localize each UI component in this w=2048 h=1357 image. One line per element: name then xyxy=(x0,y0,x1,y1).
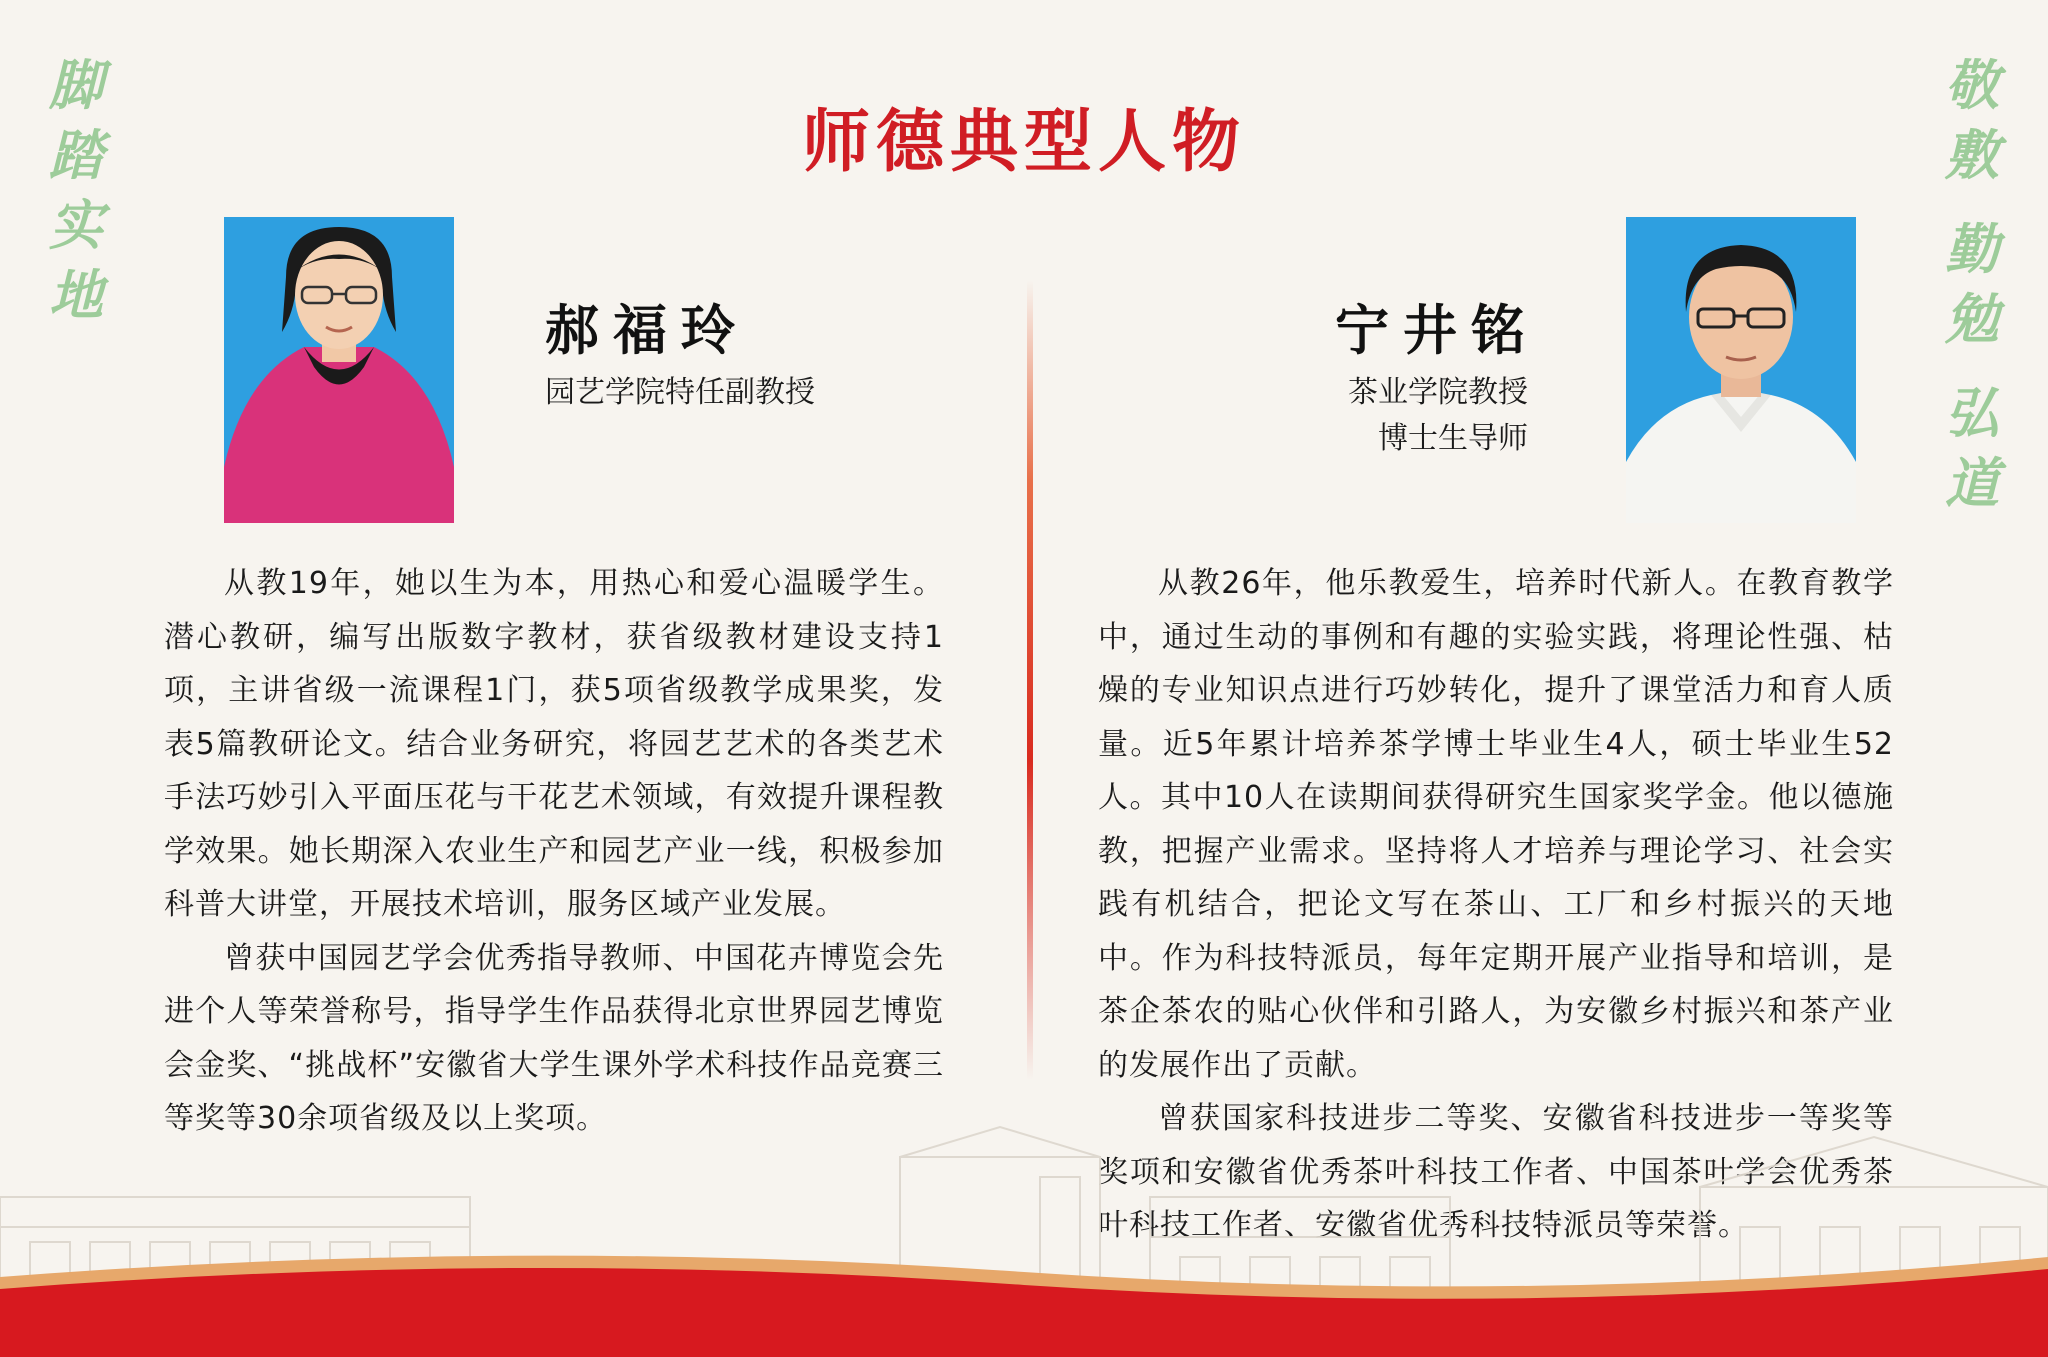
right-slogan-char: 勉 xyxy=(1945,287,1999,351)
person-role-right xyxy=(1348,370,1528,462)
right-slogan-char: 弘 xyxy=(1945,381,1999,445)
person-name-left: 郝福玲 xyxy=(545,298,749,362)
person-role-left xyxy=(545,370,815,416)
right-slogan-char: 道 xyxy=(1945,451,1999,515)
right-slogan-char: 敷 xyxy=(1945,123,1999,187)
bio-paragraph: 从教19年，她以生为本，用热心和爱心温暖学生。潜心教研，编写出版数字教材，获省级教材建设支持1项，主讲省级一流课程1门，获5项省级教学成果奖，发表5篇教研论文。结合业务研究，将园艺艺术的各类艺术手法巧妙引入平面压花与干花艺术领域，有效提升课程教学效果。她长期深入农业生产和园艺产业一线，积极参加科普大讲堂，开展技术培训，服务区域产业发展。 xyxy=(164,566,944,922)
left-slogan-char: 实 xyxy=(49,193,103,257)
role-line: 博士生导师 xyxy=(1378,421,1528,456)
role-line: 茶业学院教授 xyxy=(1348,375,1528,410)
right-slogan-char: 敬 xyxy=(1945,53,1999,117)
left-slogan-char: 踏 xyxy=(49,123,103,187)
page-title: 师德典型人物 xyxy=(801,102,1246,182)
bio-paragraph: 曾获国家科技进步二等奖、安徽省科技进步一等奖等奖项和安徽省优秀茶叶科技工作者、中国茶叶学会优秀茶叶科技工作者、安徽省优秀科技特派员等荣誉。 xyxy=(1098,1101,1894,1243)
role-line: 园艺学院特任副教授 xyxy=(545,375,815,410)
footer-wave xyxy=(0,1237,2048,1357)
portrait-photo-right xyxy=(1626,217,1856,523)
left-slogan-char: 地 xyxy=(49,263,103,327)
portrait-photo-left xyxy=(224,217,454,523)
left-slogan-char: 脚 xyxy=(49,53,103,117)
center-divider xyxy=(1027,280,1033,1080)
bio-paragraph: 曾获中国园艺学会优秀指导教师、中国花卉博览会先进个人等荣誉称号，指导学生作品获得北京世界园艺博览会金奖、“挑战杯”安徽省大学生课外学术科技作品竞赛三等奖等30余项省级及以上奖项。 xyxy=(164,940,944,1136)
right-slogan-char: 勤 xyxy=(1945,217,1999,281)
female-portrait-icon xyxy=(224,217,454,523)
bio-paragraph: 从教26年，他乐教爱生，培养时代新人。在教育教学中，通过生动的事例和有趣的实验实践，将理论性强、枯燥的专业知识点进行巧妙转化，提升了课堂活力和育人质量。近5年累计培养茶学博士毕业生4人，硕士毕业生52人。其中10人在读期间获得研究生国家奖学金。他以德施教，把握产业需求。坚持将人才培养与理论学习、社会实践有机结合，把论文写在茶山、工厂和乡村振兴的天地中。作为科技特派员，每年定期开展产业指导和培训，是茶企茶农的贴心伙伴和引路人，为安徽乡村振兴和茶产业的发展作出了贡献。 xyxy=(1098,566,1894,1083)
male-portrait-icon xyxy=(1626,217,1856,523)
person-name-right: 宁井铭 xyxy=(1335,298,1539,362)
